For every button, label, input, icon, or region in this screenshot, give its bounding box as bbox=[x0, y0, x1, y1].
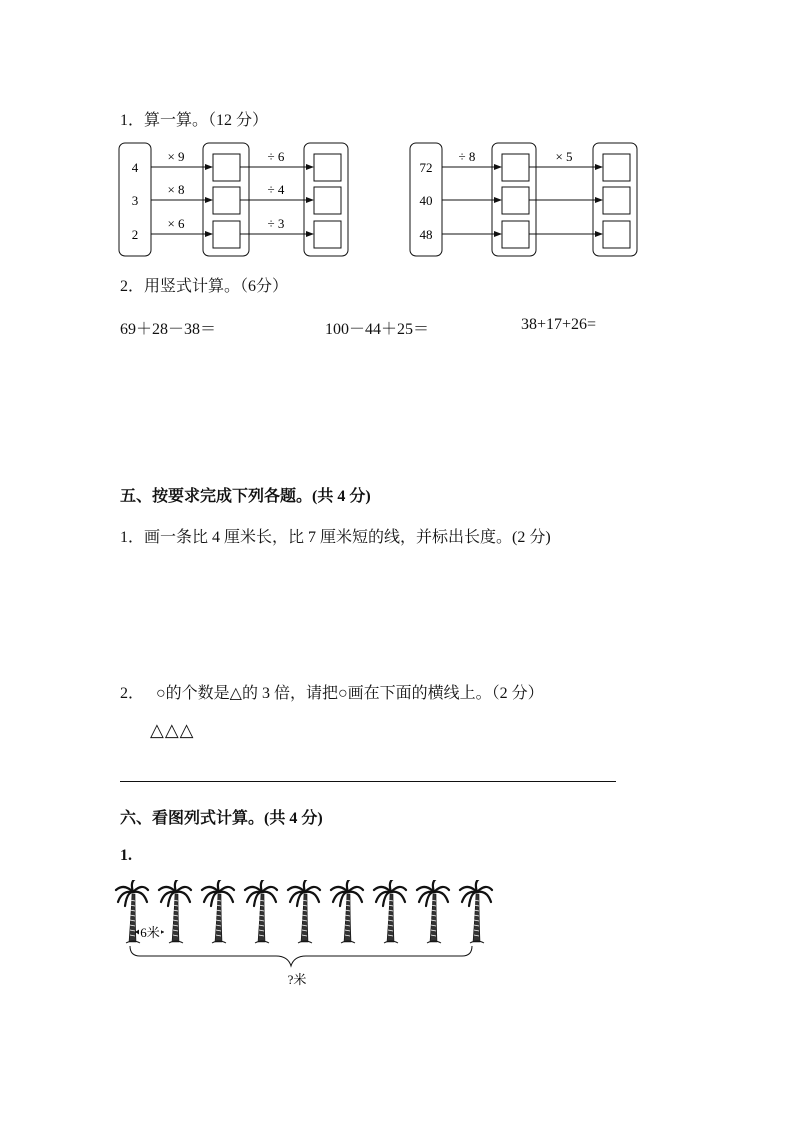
answer-line[interactable] bbox=[120, 781, 616, 782]
palm-tree-icon bbox=[245, 880, 277, 943]
palm-tree-icon bbox=[331, 880, 363, 943]
op2-label: ÷ 4 bbox=[267, 182, 285, 197]
calc-diagram-right bbox=[409, 142, 641, 258]
calc-diagram-left bbox=[118, 142, 358, 258]
answer-box-output[interactable] bbox=[314, 154, 341, 181]
op2-label: ÷ 6 bbox=[267, 149, 285, 164]
section-6-heading: 六、看图列式计算。(共 4 分) bbox=[120, 810, 323, 827]
answer-box-middle[interactable] bbox=[502, 187, 529, 214]
answer-box-output[interactable] bbox=[314, 221, 341, 248]
answer-box-output[interactable] bbox=[603, 154, 630, 181]
answer-box-middle[interactable] bbox=[502, 221, 529, 248]
section-5-q1: 1．画一条比 4 厘米长，比 7 厘米短的线，并标出长度。(2 分) bbox=[120, 529, 551, 546]
input-value: 2 bbox=[131, 227, 139, 242]
section-5-q2: 2． ○的个数是△的 3 倍，请把○画在下面的横线上。（2 分） bbox=[120, 685, 544, 702]
input-value: 3 bbox=[131, 193, 139, 208]
input-value: 40 bbox=[419, 193, 433, 208]
section-6-q1: 1. bbox=[120, 847, 132, 864]
answer-box-middle[interactable] bbox=[213, 221, 240, 248]
op1-label: × 8 bbox=[167, 182, 185, 197]
expression-1: 69＋28－38＝ bbox=[120, 321, 217, 338]
op1-label: ÷ 8 bbox=[458, 149, 476, 164]
answer-box-output[interactable] bbox=[314, 187, 341, 214]
total-label: ?米 bbox=[287, 972, 307, 987]
answer-box-middle[interactable] bbox=[213, 154, 240, 181]
q1-title: 1．算一算。（12 分） bbox=[120, 112, 269, 129]
answer-box-middle[interactable] bbox=[502, 154, 529, 181]
total-brace bbox=[130, 946, 472, 966]
palm-tree-icon bbox=[202, 880, 234, 943]
q2-title: 2．用竖式计算。（6分） bbox=[120, 278, 289, 295]
triangles: △△△ bbox=[150, 720, 195, 740]
gap-label: 6米 bbox=[140, 925, 160, 940]
expression-3: 38+17+26= bbox=[521, 316, 597, 333]
palm-tree-icon bbox=[159, 880, 191, 943]
palm-tree-icon bbox=[460, 880, 492, 943]
palm-tree-figure bbox=[110, 880, 510, 990]
palm-tree-icon bbox=[288, 880, 320, 943]
input-value: 4 bbox=[131, 160, 139, 175]
op2-label: ÷ 3 bbox=[267, 216, 285, 231]
section-5-heading: 五、按要求完成下列各题。(共 4 分) bbox=[120, 488, 371, 505]
input-value: 72 bbox=[419, 160, 433, 175]
palm-tree-icon bbox=[374, 880, 406, 943]
answer-box-output[interactable] bbox=[603, 187, 630, 214]
answer-box-middle[interactable] bbox=[213, 187, 240, 214]
expression-2: 100－44＋25＝ bbox=[325, 321, 430, 338]
op1-label: × 6 bbox=[167, 216, 185, 231]
input-value: 48 bbox=[419, 227, 433, 242]
answer-box-output[interactable] bbox=[603, 221, 630, 248]
op2-label: × 5 bbox=[555, 149, 573, 164]
op1-label: × 9 bbox=[167, 149, 185, 164]
palm-tree-icon bbox=[417, 880, 449, 943]
